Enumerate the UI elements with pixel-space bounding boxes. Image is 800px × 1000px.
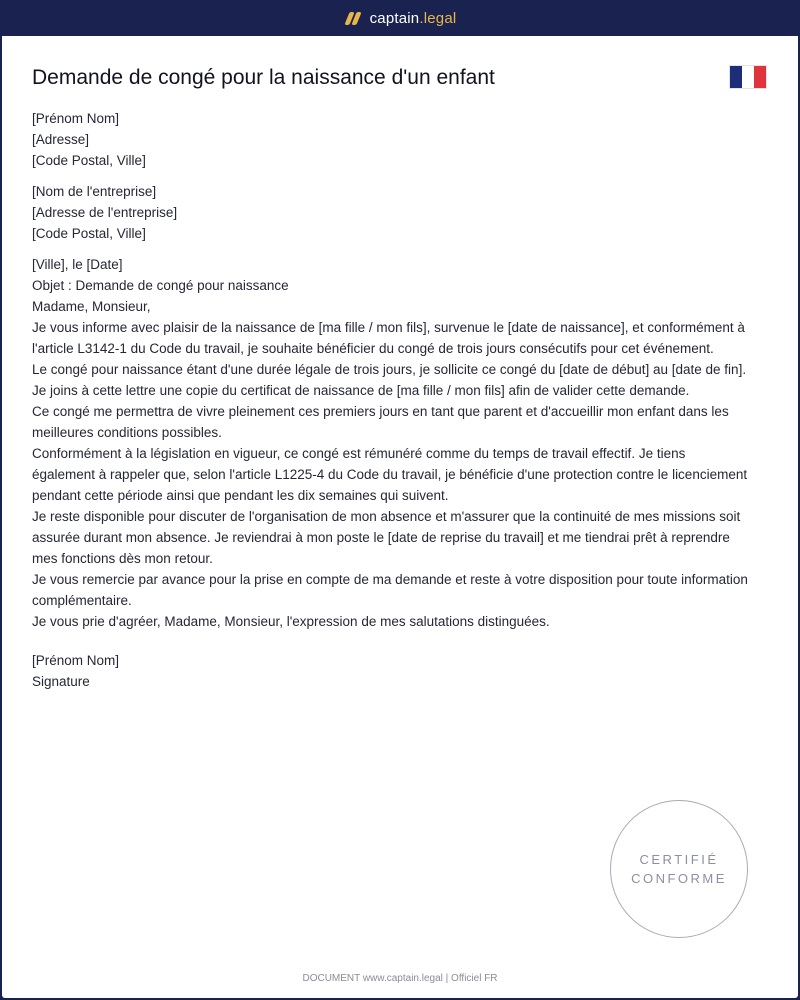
paragraph: Je vous informe avec plaisir de la naissance de [ma fille / mon fils], survenue le [date de naissance], et conformément à l'article L3142-1 du Code du travail, je souhaite bénéficier du congé de trois jours consécutifs pour cet événement.	[32, 320, 745, 356]
sender-name: [Prénom Nom]	[32, 111, 120, 126]
signature-label: Signature	[32, 674, 90, 689]
captain-legal-logo-icon	[344, 11, 362, 25]
top-bar	[0, 0, 800, 36]
salutation: Madame, Monsieur,	[32, 299, 151, 314]
document-title: Demande de congé pour la naissance d'un enfant	[32, 66, 495, 89]
closing-name: [Prénom Nom]	[32, 653, 120, 668]
document-page	[2, 36, 798, 998]
sender-street: [Adresse]	[32, 132, 90, 147]
footer-text: DOCUMENT www.captain.legal | Officiel FR	[302, 973, 498, 984]
paragraph: Je joins à cette lettre une copie du certificat de naissance de [ma fille / mon fils] afin de valider cette demande.	[32, 383, 690, 398]
place-date: [Ville], le [Date]	[32, 257, 123, 272]
recipient-city: [Code Postal, Ville]	[32, 226, 146, 241]
stamp-line-2: CONFORME	[631, 871, 727, 886]
sender-city: [Code Postal, Ville]	[32, 153, 146, 168]
sender-address	[32, 108, 752, 171]
france-flag-icon	[729, 65, 767, 89]
recipient-street: [Adresse de l'entreprise]	[32, 205, 178, 220]
paragraph: Ce congé me permettra de vivre pleinement ces premiers jours en tant que parent et d'accueillir mon enfant dans les meilleures conditions possibles.	[32, 404, 729, 440]
subject-line: Objet : Demande de congé pour naissance	[32, 278, 289, 293]
recipient-address	[32, 181, 752, 244]
certified-stamp	[610, 800, 748, 938]
paragraph: Je vous remercie par avance pour la prise en compte de ma demande et reste à votre disposition pour toute information complémentaire.	[32, 572, 748, 608]
paragraph: Je reste disponible pour discuter de l'organisation de mon absence et m'assurer que la continuité de mes missions soit assurée durant mon absence. Je reviendrai à mon poste le [date de reprise du travail] et me tiendrai prêt à reprendre mes fonctions dès mon retour.	[32, 509, 741, 566]
brand-name: captain	[369, 9, 420, 27]
paragraph: Conformément à la législation en vigueur, ce congé est rémunéré comme du temps de travail effectif. Je tiens également à rappeler que, selon l'article L1225-4 du Code du travail, je bénéficie d'une protection contre le licenciement pendant cette période ainsi que pendant les dix semaines qui suivent.	[32, 446, 748, 503]
paragraph: Je vous prie d'agréer, Madame, Monsieur, l'expression de mes salutations distinguées.	[32, 614, 550, 629]
brand-tld: .legal	[419, 9, 457, 27]
brand-logo[interactable]	[344, 10, 457, 27]
recipient-company: [Nom de l'entreprise]	[32, 184, 157, 199]
letter-body	[32, 108, 752, 692]
stamp-line-1: CERTIFIÉ	[639, 852, 719, 867]
paragraph: Le congé pour naissance étant d'une durée légale de trois jours, je sollicite ce congé du [date de début] au [date de fin].	[32, 362, 747, 377]
